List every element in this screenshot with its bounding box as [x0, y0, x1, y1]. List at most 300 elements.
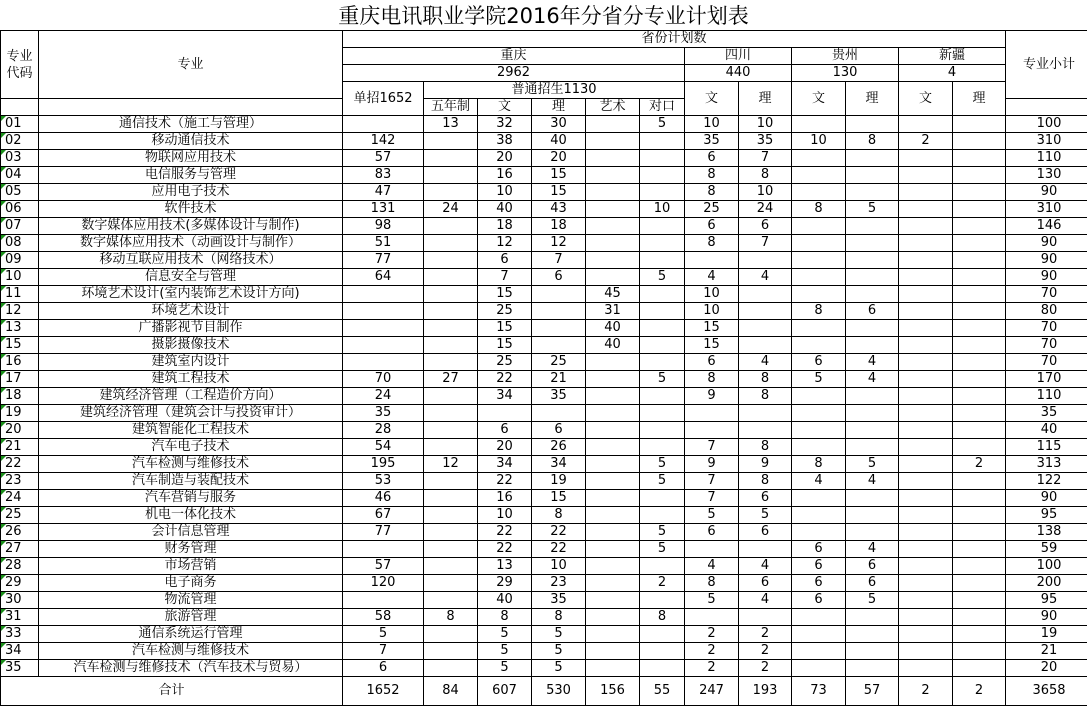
cell-chongqing-li: 8: [532, 609, 586, 626]
cell-major-name: 汽车检测与维修技术: [39, 643, 343, 660]
cell-wunianzhi: [424, 337, 478, 354]
header-sichuan-total: 440: [685, 65, 792, 82]
cell-chongqing-wen: 32: [478, 116, 532, 133]
cell-xinjiang-wen: [899, 286, 953, 303]
cell-duikou: [640, 507, 685, 524]
cell-wunianzhi: [424, 405, 478, 422]
total-chongqing-wen: 607: [478, 677, 532, 706]
cell-chongqing-li: 30: [532, 116, 586, 133]
cell-chongqing-wen: 5: [478, 643, 532, 660]
cell-chongqing-wen: 22: [478, 371, 532, 388]
cell-sichuan-wen: 6: [685, 524, 739, 541]
cell-guizhou-li: [846, 252, 899, 269]
cell-subtotal: 138: [1006, 524, 1087, 541]
cell-xinjiang-wen: [899, 439, 953, 456]
cell-xinjiang-wen: [899, 388, 953, 405]
cell-xinjiang-li: [953, 541, 1006, 558]
cell-sichuan-wen: 5: [685, 592, 739, 609]
cell-chongqing-li: 5: [532, 660, 586, 677]
cell-sichuan-li: 35: [739, 133, 792, 150]
cell-duikou: [640, 286, 685, 303]
cell-code-text: 31: [5, 609, 22, 624]
cell-sichuan-li: 5: [739, 507, 792, 524]
cell-code: [1, 490, 39, 507]
cell-code-text: 13: [5, 320, 22, 335]
cell-duikou: [640, 439, 685, 456]
error-flag-icon: [1, 558, 6, 563]
cell-chongqing-li: [532, 286, 586, 303]
cell-chongqing-li: 5: [532, 626, 586, 643]
table-row: [1, 524, 1087, 541]
table-row: [1, 456, 1087, 473]
cell-guizhou-li: [846, 320, 899, 337]
cell-code: [1, 507, 39, 524]
cell-duikou: [640, 490, 685, 507]
cell-yishu: [586, 422, 640, 439]
cell-chongqing-li: 15: [532, 490, 586, 507]
cell-guizhou-wen: [792, 660, 846, 677]
cell-guizhou-li: [846, 660, 899, 677]
cell-subtotal: 146: [1006, 218, 1087, 235]
cell-code-text: 26: [5, 524, 22, 539]
cell-major-name: 软件技术: [39, 201, 343, 218]
cell-xinjiang-wen: [899, 643, 953, 660]
cell-xinjiang-li: [953, 167, 1006, 184]
cell-xinjiang-wen: [899, 184, 953, 201]
cell-xinjiang-wen: 2: [899, 133, 953, 150]
cell-code: [1, 456, 39, 473]
cell-subtotal: 115: [1006, 439, 1087, 456]
cell-code: [1, 252, 39, 269]
cell-chongqing-wen: 34: [478, 388, 532, 405]
cell-chongqing-wen: 6: [478, 252, 532, 269]
cell-sichuan-li: 8: [739, 388, 792, 405]
cell-sichuan-wen: 10: [685, 286, 739, 303]
cell-yishu: [586, 609, 640, 626]
cell-guizhou-wen: [792, 439, 846, 456]
cell-sichuan-li: 24: [739, 201, 792, 218]
cell-major-name: 汽车检测与维修技术（汽车技术与贸易）: [39, 660, 343, 677]
cell-chongqing-wen: 20: [478, 150, 532, 167]
cell-danzhao: 57: [343, 150, 424, 167]
error-flag-icon: [1, 286, 6, 291]
cell-subtotal: 70: [1006, 354, 1087, 371]
cell-major-name: 建筑经济管理（建筑会计与投资审计）: [39, 405, 343, 422]
error-flag-icon: [1, 541, 6, 546]
cell-danzhao: 67: [343, 507, 424, 524]
cell-sichuan-wen: 8: [685, 184, 739, 201]
table-row: [1, 354, 1087, 371]
cell-code-text: 15: [5, 337, 22, 352]
cell-chongqing-li: 15: [532, 167, 586, 184]
cell-code: [1, 354, 39, 371]
cell-code: [1, 660, 39, 677]
cell-yishu: [586, 626, 640, 643]
cell-xinjiang-li: [953, 269, 1006, 286]
error-flag-icon: [1, 252, 6, 257]
cell-chongqing-wen: 29: [478, 575, 532, 592]
table-row: [1, 490, 1087, 507]
cell-chongqing-li: 10: [532, 558, 586, 575]
cell-guizhou-li: [846, 422, 899, 439]
cell-danzhao: 6: [343, 660, 424, 677]
error-flag-icon: [1, 303, 6, 308]
cell-guizhou-li: [846, 184, 899, 201]
cell-chongqing-wen: 13: [478, 558, 532, 575]
cell-wunianzhi: [424, 133, 478, 150]
header-guizhou: 贵州: [792, 48, 899, 65]
cell-guizhou-li: [846, 609, 899, 626]
cell-guizhou-li: [846, 439, 899, 456]
error-flag-icon: [1, 575, 6, 580]
cell-major-name: 数字媒体应用技术（动画设计与制作）: [39, 235, 343, 252]
cell-code: [1, 337, 39, 354]
cell-chongqing-wen: 5: [478, 626, 532, 643]
table-row: [1, 405, 1087, 422]
cell-guizhou-li: [846, 626, 899, 643]
cell-danzhao: 98: [343, 218, 424, 235]
cell-yishu: [586, 184, 640, 201]
cell-major-name: 汽车检测与维修技术: [39, 456, 343, 473]
table-row: [1, 422, 1087, 439]
cell-wunianzhi: [424, 439, 478, 456]
error-flag-icon: [1, 439, 6, 444]
cell-guizhou-wen: [792, 388, 846, 405]
error-flag-icon: [1, 456, 6, 461]
cell-guizhou-wen: 6: [792, 541, 846, 558]
cell-danzhao: 5: [343, 626, 424, 643]
cell-guizhou-li: [846, 405, 899, 422]
cell-code: [1, 439, 39, 456]
table-row: [1, 184, 1087, 201]
cell-guizhou-li: [846, 167, 899, 184]
cell-xinjiang-wen: [899, 354, 953, 371]
cell-guizhou-wen: [792, 218, 846, 235]
cell-major-name: 旅游管理: [39, 609, 343, 626]
cell-code-text: 19: [5, 405, 22, 420]
cell-code: [1, 422, 39, 439]
cell-code: [1, 405, 39, 422]
cell-xinjiang-wen: [899, 490, 953, 507]
cell-sichuan-li: 7: [739, 150, 792, 167]
cell-chongqing-wen: 25: [478, 303, 532, 320]
cell-danzhao: 77: [343, 524, 424, 541]
cell-duikou: [640, 592, 685, 609]
header-guizhou-wen: 文: [792, 82, 846, 116]
cell-guizhou-li: 5: [846, 456, 899, 473]
cell-xinjiang-li: [953, 184, 1006, 201]
cell-guizhou-wen: 6: [792, 575, 846, 592]
cell-sichuan-li: [739, 303, 792, 320]
cell-chongqing-li: [532, 405, 586, 422]
cell-code-text: 05: [5, 184, 22, 199]
cell-code: [1, 184, 39, 201]
total-xinjiang-li: 2: [953, 677, 1006, 706]
cell-major-name: 建筑智能化工程技术: [39, 422, 343, 439]
error-flag-icon: [1, 201, 6, 206]
cell-xinjiang-wen: [899, 150, 953, 167]
cell-sichuan-wen: 6: [685, 218, 739, 235]
cell-chongqing-wen: 7: [478, 269, 532, 286]
cell-major-name: 应用电子技术: [39, 184, 343, 201]
header-xinjiang-wen: 文: [899, 82, 953, 116]
cell-code-text: 28: [5, 558, 22, 573]
cell-danzhao: 58: [343, 609, 424, 626]
cell-xinjiang-li: [953, 524, 1006, 541]
cell-subtotal: 122: [1006, 473, 1087, 490]
cell-guizhou-wen: 5: [792, 371, 846, 388]
table-row: [1, 507, 1087, 524]
cell-wunianzhi: 8: [424, 609, 478, 626]
cell-sichuan-wen: 4: [685, 269, 739, 286]
cell-xinjiang-wen: [899, 337, 953, 354]
cell-danzhao: 83: [343, 167, 424, 184]
cell-sichuan-wen: 6: [685, 354, 739, 371]
header-xinjiang-total: 4: [899, 65, 1006, 82]
cell-chongqing-wen: 12: [478, 235, 532, 252]
cell-code-text: 07: [5, 218, 22, 233]
cell-code: [1, 303, 39, 320]
cell-code-text: 35: [5, 660, 22, 675]
cell-xinjiang-wen: [899, 405, 953, 422]
cell-danzhao: 35: [343, 405, 424, 422]
cell-xinjiang-wen: [899, 201, 953, 218]
cell-chongqing-li: 6: [532, 422, 586, 439]
cell-duikou: [640, 354, 685, 371]
cell-duikou: [640, 303, 685, 320]
cell-danzhao: 77: [343, 252, 424, 269]
cell-sichuan-li: 4: [739, 269, 792, 286]
cell-yishu: [586, 473, 640, 490]
cell-code-text: 29: [5, 575, 22, 590]
cell-chongqing-li: 22: [532, 524, 586, 541]
cell-major-name: 汽车制造与装配技术: [39, 473, 343, 490]
cell-guizhou-wen: [792, 252, 846, 269]
cell-yishu: [586, 150, 640, 167]
cell-major-name: 建筑工程技术: [39, 371, 343, 388]
cell-wunianzhi: [424, 558, 478, 575]
header-chongqing-total: 2962: [343, 65, 685, 82]
table-row: [1, 660, 1087, 677]
cell-guizhou-wen: [792, 150, 846, 167]
error-flag-icon: [1, 218, 6, 223]
table-row: [1, 167, 1087, 184]
cell-danzhao: [343, 116, 424, 133]
cell-code-text: 08: [5, 235, 22, 250]
sheet-title: 重庆电讯职业学院2016年分省分专业计划表: [338, 4, 749, 28]
cell-wunianzhi: [424, 218, 478, 235]
header-subtotal: 专业小计: [1006, 31, 1087, 99]
cell-sichuan-li: 8: [739, 167, 792, 184]
cell-guizhou-li: 4: [846, 473, 899, 490]
cell-code: [1, 575, 39, 592]
cell-sichuan-li: 2: [739, 626, 792, 643]
cell-wunianzhi: [424, 269, 478, 286]
cell-xinjiang-wen: [899, 558, 953, 575]
header-name: 专业: [39, 31, 343, 99]
cell-guizhou-wen: [792, 626, 846, 643]
cell-guizhou-wen: [792, 184, 846, 201]
table-row: [1, 439, 1087, 456]
cell-xinjiang-li: [953, 337, 1006, 354]
cell-subtotal: 90: [1006, 269, 1087, 286]
cell-sichuan-wen: [685, 252, 739, 269]
cell-xinjiang-wen: [899, 218, 953, 235]
cell-major-name: 信息安全与管理: [39, 269, 343, 286]
cell-duikou: 5: [640, 116, 685, 133]
table-row: [1, 303, 1087, 320]
header-chongqing: 重庆: [343, 48, 685, 65]
total-danzhao: 1652: [343, 677, 424, 706]
cell-yishu: [586, 490, 640, 507]
table-row: [1, 626, 1087, 643]
cell-chongqing-li: 25: [532, 354, 586, 371]
cell-sichuan-wen: 4: [685, 558, 739, 575]
cell-major-name: 摄影摄像技术: [39, 337, 343, 354]
cell-danzhao: 46: [343, 490, 424, 507]
cell-xinjiang-wen: [899, 609, 953, 626]
cell-code: [1, 235, 39, 252]
error-flag-icon: [1, 473, 6, 478]
cell-yishu: [586, 439, 640, 456]
cell-sichuan-li: 8: [739, 439, 792, 456]
cell-sichuan-li: 10: [739, 184, 792, 201]
cell-major-name: 环境艺术设计(室内装饰艺术设计方向): [39, 286, 343, 303]
cell-chongqing-li: [532, 320, 586, 337]
cell-sichuan-li: 8: [739, 473, 792, 490]
header-yishu: 艺术: [586, 99, 640, 116]
cell-wunianzhi: [424, 643, 478, 660]
cell-guizhou-li: [846, 337, 899, 354]
cell-chongqing-wen: 15: [478, 320, 532, 337]
cell-major-name: 广播影视节目制作: [39, 320, 343, 337]
cell-sichuan-li: [739, 286, 792, 303]
cell-wunianzhi: [424, 286, 478, 303]
cell-chongqing-wen: 15: [478, 337, 532, 354]
table-row: [1, 473, 1087, 490]
total-sichuan-li: 193: [739, 677, 792, 706]
cell-duikou: [640, 643, 685, 660]
cell-sichuan-li: [739, 541, 792, 558]
cell-yishu: [586, 167, 640, 184]
total-row: [1, 677, 1087, 706]
cell-chongqing-li: 12: [532, 235, 586, 252]
cell-xinjiang-li: [953, 626, 1006, 643]
plan-table: [0, 30, 1087, 706]
cell-guizhou-wen: 6: [792, 558, 846, 575]
cell-duikou: [640, 405, 685, 422]
cell-subtotal: 21: [1006, 643, 1087, 660]
cell-yishu: [586, 371, 640, 388]
cell-xinjiang-wen: [899, 575, 953, 592]
cell-chongqing-wen: 38: [478, 133, 532, 150]
cell-code: [1, 218, 39, 235]
cell-wunianzhi: [424, 660, 478, 677]
cell-code: [1, 541, 39, 558]
total-xinjiang-wen: 2: [899, 677, 953, 706]
cell-subtotal: 90: [1006, 235, 1087, 252]
cell-chongqing-li: 15: [532, 184, 586, 201]
cell-duikou: [640, 252, 685, 269]
cell-wunianzhi: [424, 388, 478, 405]
cell-chongqing-li: 35: [532, 592, 586, 609]
cell-yishu: [586, 507, 640, 524]
cell-major-name: 财务管理: [39, 541, 343, 558]
cell-sichuan-li: [739, 320, 792, 337]
cell-subtotal: 170: [1006, 371, 1087, 388]
cell-sichuan-li: [739, 422, 792, 439]
table-body: [1, 116, 1087, 677]
cell-yishu: 40: [586, 337, 640, 354]
cell-sichuan-wen: 2: [685, 660, 739, 677]
cell-chongqing-li: 20: [532, 150, 586, 167]
cell-code-text: 18: [5, 388, 22, 403]
cell-sichuan-wen: [685, 405, 739, 422]
cell-danzhao: 57: [343, 558, 424, 575]
cell-code-text: 24: [5, 490, 22, 505]
cell-sichuan-li: [739, 252, 792, 269]
cell-subtotal: 310: [1006, 133, 1087, 150]
cell-subtotal: 70: [1006, 337, 1087, 354]
cell-chongqing-wen: 16: [478, 490, 532, 507]
error-flag-icon: [1, 184, 6, 189]
cell-major-name: 移动通信技术: [39, 133, 343, 150]
header-sichuan: 四川: [685, 48, 792, 65]
cell-wunianzhi: [424, 507, 478, 524]
cell-yishu: [586, 235, 640, 252]
error-flag-icon: [1, 150, 6, 155]
cell-guizhou-wen: [792, 286, 846, 303]
cell-xinjiang-wen: [899, 456, 953, 473]
header-xinjiang: 新疆: [899, 48, 1006, 65]
cell-xinjiang-wen: [899, 116, 953, 133]
cell-code-text: 27: [5, 541, 22, 556]
table-row: [1, 592, 1087, 609]
cell-subtotal: 110: [1006, 150, 1087, 167]
cell-sichuan-li: 6: [739, 490, 792, 507]
cell-wunianzhi: [424, 167, 478, 184]
error-flag-icon: [1, 337, 6, 342]
cell-yishu: [586, 269, 640, 286]
cell-chongqing-li: 35: [532, 388, 586, 405]
cell-guizhou-li: [846, 235, 899, 252]
cell-yishu: 45: [586, 286, 640, 303]
cell-duikou: [640, 320, 685, 337]
cell-sichuan-wen: 35: [685, 133, 739, 150]
cell-code: [1, 609, 39, 626]
cell-xinjiang-li: [953, 643, 1006, 660]
table-row: [1, 337, 1087, 354]
header-subtotal-pad: [1006, 99, 1087, 116]
header-provinces-plan: 省份计划数: [343, 31, 1006, 48]
cell-subtotal: 100: [1006, 116, 1087, 133]
cell-guizhou-li: 5: [846, 592, 899, 609]
cell-chongqing-wen: 22: [478, 524, 532, 541]
cell-danzhao: [343, 541, 424, 558]
cell-code-text: 22: [5, 456, 22, 471]
cell-danzhao: [343, 337, 424, 354]
cell-subtotal: 40: [1006, 422, 1087, 439]
cell-wunianzhi: 12: [424, 456, 478, 473]
error-flag-icon: [1, 609, 6, 614]
cell-guizhou-wen: [792, 524, 846, 541]
cell-subtotal: 95: [1006, 507, 1087, 524]
cell-guizhou-li: 4: [846, 354, 899, 371]
cell-subtotal: 310: [1006, 201, 1087, 218]
table-row: [1, 252, 1087, 269]
cell-xinjiang-li: [953, 235, 1006, 252]
cell-sichuan-li: [739, 337, 792, 354]
